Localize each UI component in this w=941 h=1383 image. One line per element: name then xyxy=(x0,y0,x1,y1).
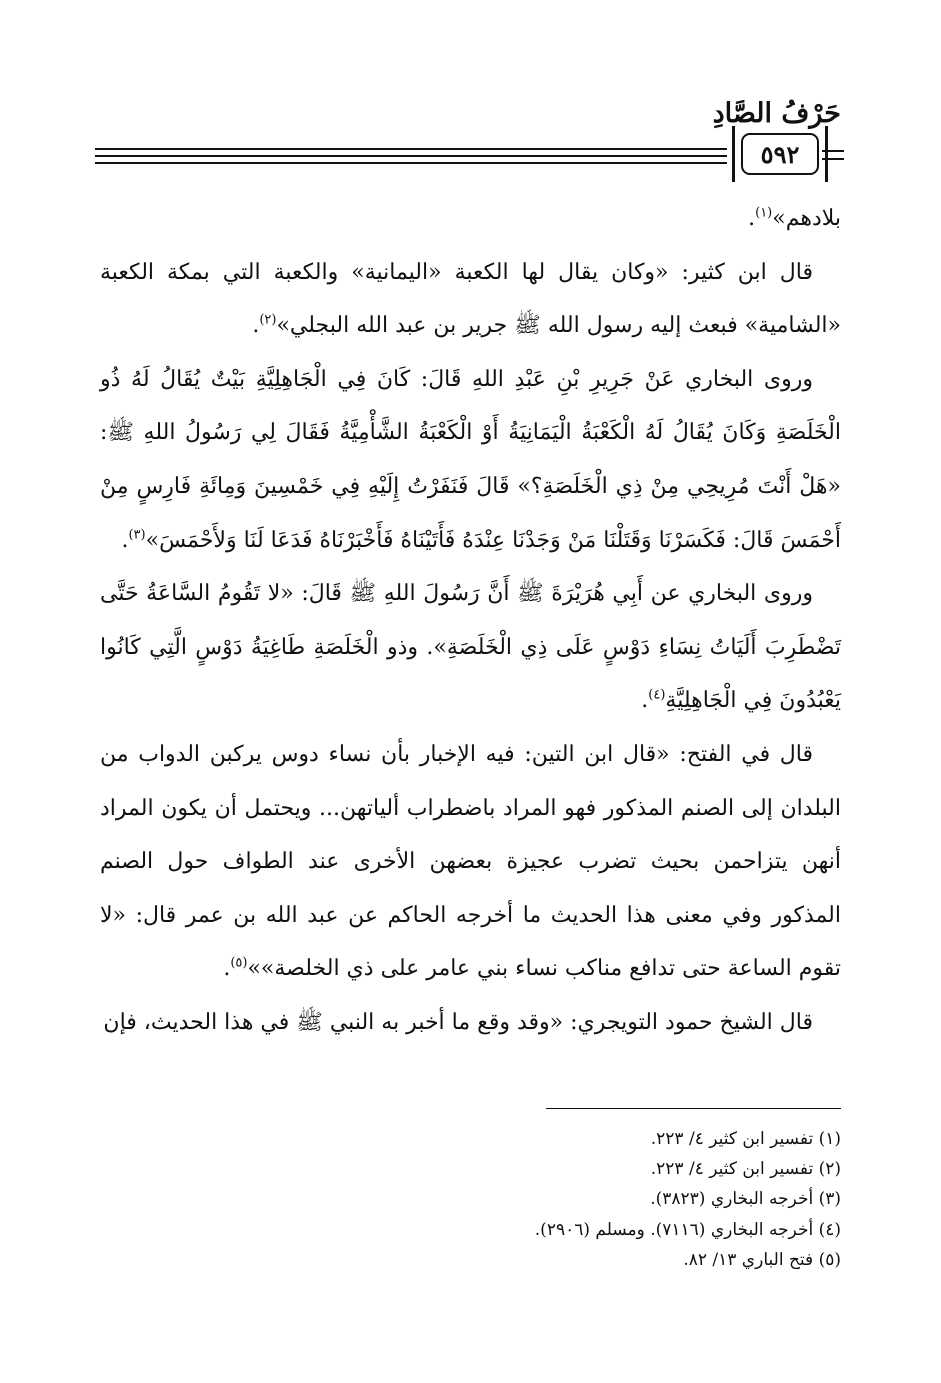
paragraph xyxy=(100,996,841,1050)
paragraph xyxy=(100,192,841,246)
paragraph-text: قال ابن كثير: «وكان يقال لها الكعبة «اليمانية» والكعبة التي بمكة الكعبة «الشامية» فبعث إليه رسول الله ﷺ جرير بن عبد الله البجلي» xyxy=(100,259,841,339)
paragraph-end: . xyxy=(641,688,649,714)
footnote: (٢) تفسير ابن كثير ٤/ ٢٢٣. xyxy=(650,1159,841,1180)
body-text xyxy=(100,192,841,1050)
header-rule xyxy=(95,155,727,157)
footnotes xyxy=(100,1124,841,1275)
footnote-ref: (١) xyxy=(755,205,773,221)
footnote-ref: (٥) xyxy=(230,955,248,971)
paragraph-text: بلادهم» xyxy=(772,206,841,231)
footnote: (١) تفسير ابن كثير ٤/ ٢٢٣. xyxy=(650,1129,841,1149)
page-number: ٥٩٢ xyxy=(741,133,819,175)
paragraph-end: . xyxy=(748,206,756,231)
paragraph xyxy=(100,353,841,567)
paragraph-end: . xyxy=(121,527,129,553)
header-rule xyxy=(95,162,727,164)
paragraph-text: قال في الفتح: «قال ابن التين: فيه الإخبار بأن نساء دوس يركبن الدواب من البلدان إلى الصنم المذكور فهو المراد باضطراب ألياتهن... ويحتمل أن يكون المراد أنهن يتزاحمن بحيث تضرب عجيزة بعضهن الأخرى عند الطواف حول الصنم المذكور وفي معنى هذا الحديث ما أخرجه الحاكم عن عبد الله بن عمر قال: «لا تقوم الساعة حتى تدافع مناكب نساء بني عامر على ذي الخلصة»» xyxy=(100,741,841,982)
paragraph-end: . xyxy=(252,313,260,339)
header-rule xyxy=(95,148,727,150)
footnote: (٥) فتح الباري ١٣/ ٨٢. xyxy=(683,1249,841,1270)
footnote: (٤) أخرجه البخاري (٧١١٦). ومسلم (٢٩٠٦). xyxy=(534,1219,841,1240)
paragraph xyxy=(100,567,841,728)
footnote: (٣) أخرجه البخاري (٣٨٢٣). xyxy=(650,1189,841,1210)
footnote-ref: (٣) xyxy=(128,527,146,543)
paragraph-end: . xyxy=(223,956,231,982)
footnote-separator xyxy=(546,1108,841,1109)
paragraph-text: قال الشيخ حمود التويجري: «وقد وقع ما أخبر به النبي ﷺ في هذا الحديث، فإن xyxy=(103,1009,813,1035)
paragraph-text: وروى البخاري عَنْ جَرِيرِ بْنِ عَبْدِ اللهِ قَالَ: كَانَ فِي الْجَاهِلِيَّةِ بَيْتٌ يُقَالُ لَهُ ذُو الْخَلَصَةِ وَكَانَ يُقَالُ لَهُ الْكَعْبَةُ الْيَمَانِيَةُ أَوْ الْكَعْبَةُ الشَّأْمِيَّةُ فَقَالَ لِي رَسُولُ اللهِ ﷺ: «هَلْ أَنْتَ مُرِيحِي مِنْ ذِي الْخَلَصَةِ؟» قَالَ فَنَفَرْتُ إِلَيْهِ فِي خَمْسِينَ وَمِائَةِ فَارِسٍ مِنْ أَحْمَسَ قَالَ: فَكَسَرْنَا وَقَتَلْنَا مَنْ وَجَدْنَا عِنْدَهُ فَأَتَيْنَاهُ فَأَخْبَرْنَاهُ فَدَعَا لَنَا وَلأَحْمَسَ» xyxy=(100,366,841,553)
paragraph xyxy=(100,728,841,996)
running-head: حَرْفُ الصَّادِ xyxy=(712,98,841,129)
footnote-ref: (٢) xyxy=(259,312,277,328)
paragraph-text: وروى البخاري عن أَبِي هُرَيْرَةَ ﷺ أَنَّ رَسُولَ اللهِ ﷺ قَالَ: «لا تَقُومُ السَّاعَةُ حَتَّى تَضْطَرِبَ أَلَيَاتُ نِسَاءِ دَوْسٍ عَلَى ذِي الْخَلَصَةِ». وذو الْخَلَصَةِ طَاغِيَةُ دَوْسٍ الَّتِي كَانُوا يَعْبُدُونَ فِي الْجَاهِلِيَّةِ xyxy=(100,581,841,714)
paragraph xyxy=(100,246,841,353)
footnote-ref: (٤) xyxy=(648,688,666,704)
